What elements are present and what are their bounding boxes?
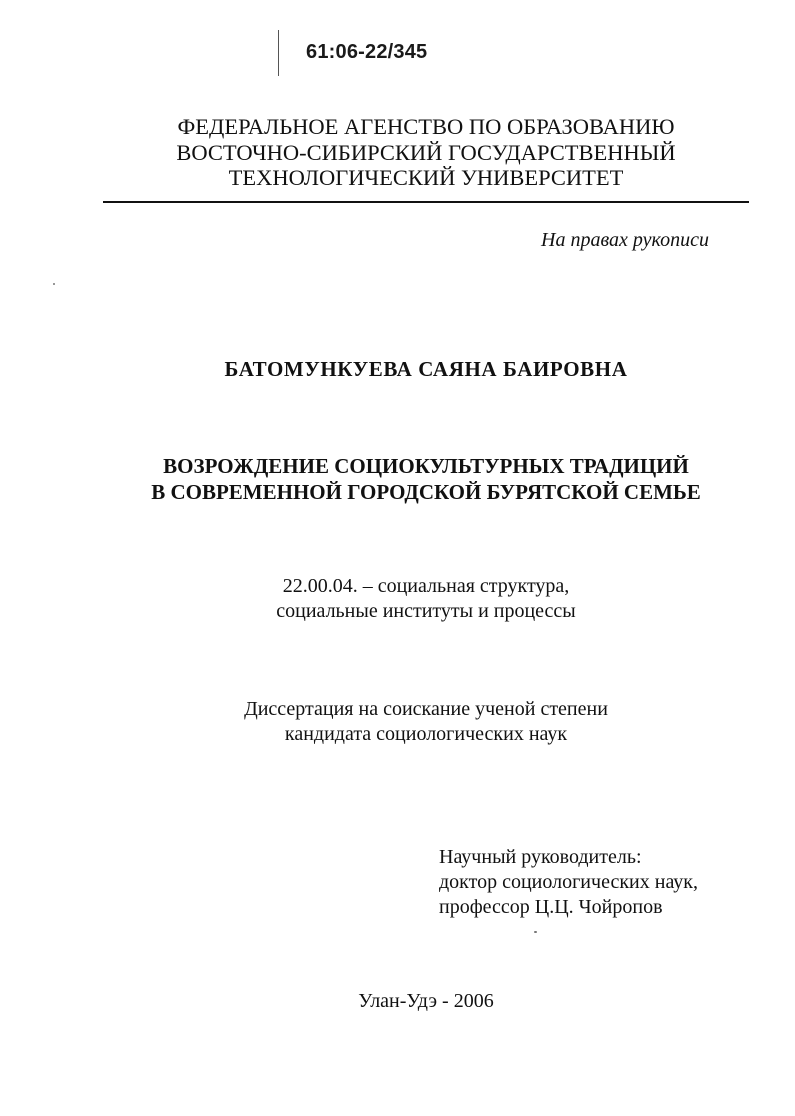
specialty-line: социальные институты и процессы — [276, 600, 576, 622]
supervisor-line: Научный руководитель: — [439, 846, 642, 868]
thesis-title — [0, 453, 795, 505]
supervisor-line: профессор Ц.Ц. Чойропов — [439, 896, 663, 918]
degree-line: Диссертация на соискание ученой степени — [244, 698, 608, 720]
stamp-margin-line — [278, 30, 279, 76]
degree-statement — [0, 697, 795, 747]
author-name: БАТОМУНКУЕВА САЯНА БАИРОВНА — [224, 357, 628, 381]
organization-line: ТЕХНОЛОГИЧЕСКИЙ УНИВЕРСИТЕТ — [228, 165, 624, 190]
organization-line: ФЕДЕРАЛЬНОЕ АГЕНСТВО ПО ОБРАЗОВАНИЮ — [177, 114, 675, 139]
organization-header — [0, 114, 795, 191]
thesis-title-line: В СОВРЕМЕННОЙ ГОРОДСКОЙ БУРЯТСКОЙ СЕМЬЕ — [151, 480, 701, 504]
scan-speck — [534, 931, 537, 933]
specialty-code — [0, 574, 795, 624]
supervisor-line: доктор социологических наук, — [439, 871, 699, 893]
degree-line: кандидата социологических наук — [284, 723, 568, 745]
organization-line: ВОСТОЧНО-СИБИРСКИЙ ГОСУДАРСТВЕННЫЙ — [176, 139, 676, 165]
thesis-title-line: ВОЗРОЖДЕНИЕ СОЦИОКУЛЬТУРНЫХ ТРАДИЦИЙ — [163, 454, 689, 478]
specialty-line: 22.00.04. – социальная структура, — [282, 575, 570, 597]
header-divider — [103, 201, 749, 203]
manuscript-rights-note: На правах рукописи — [541, 229, 709, 251]
library-stamp-code: 61:06-22/345 — [306, 41, 428, 63]
scan-speck — [53, 283, 55, 285]
scientific-supervisor — [439, 845, 698, 920]
city-and-year: Улан-Удэ - 2006 — [358, 990, 494, 1012]
